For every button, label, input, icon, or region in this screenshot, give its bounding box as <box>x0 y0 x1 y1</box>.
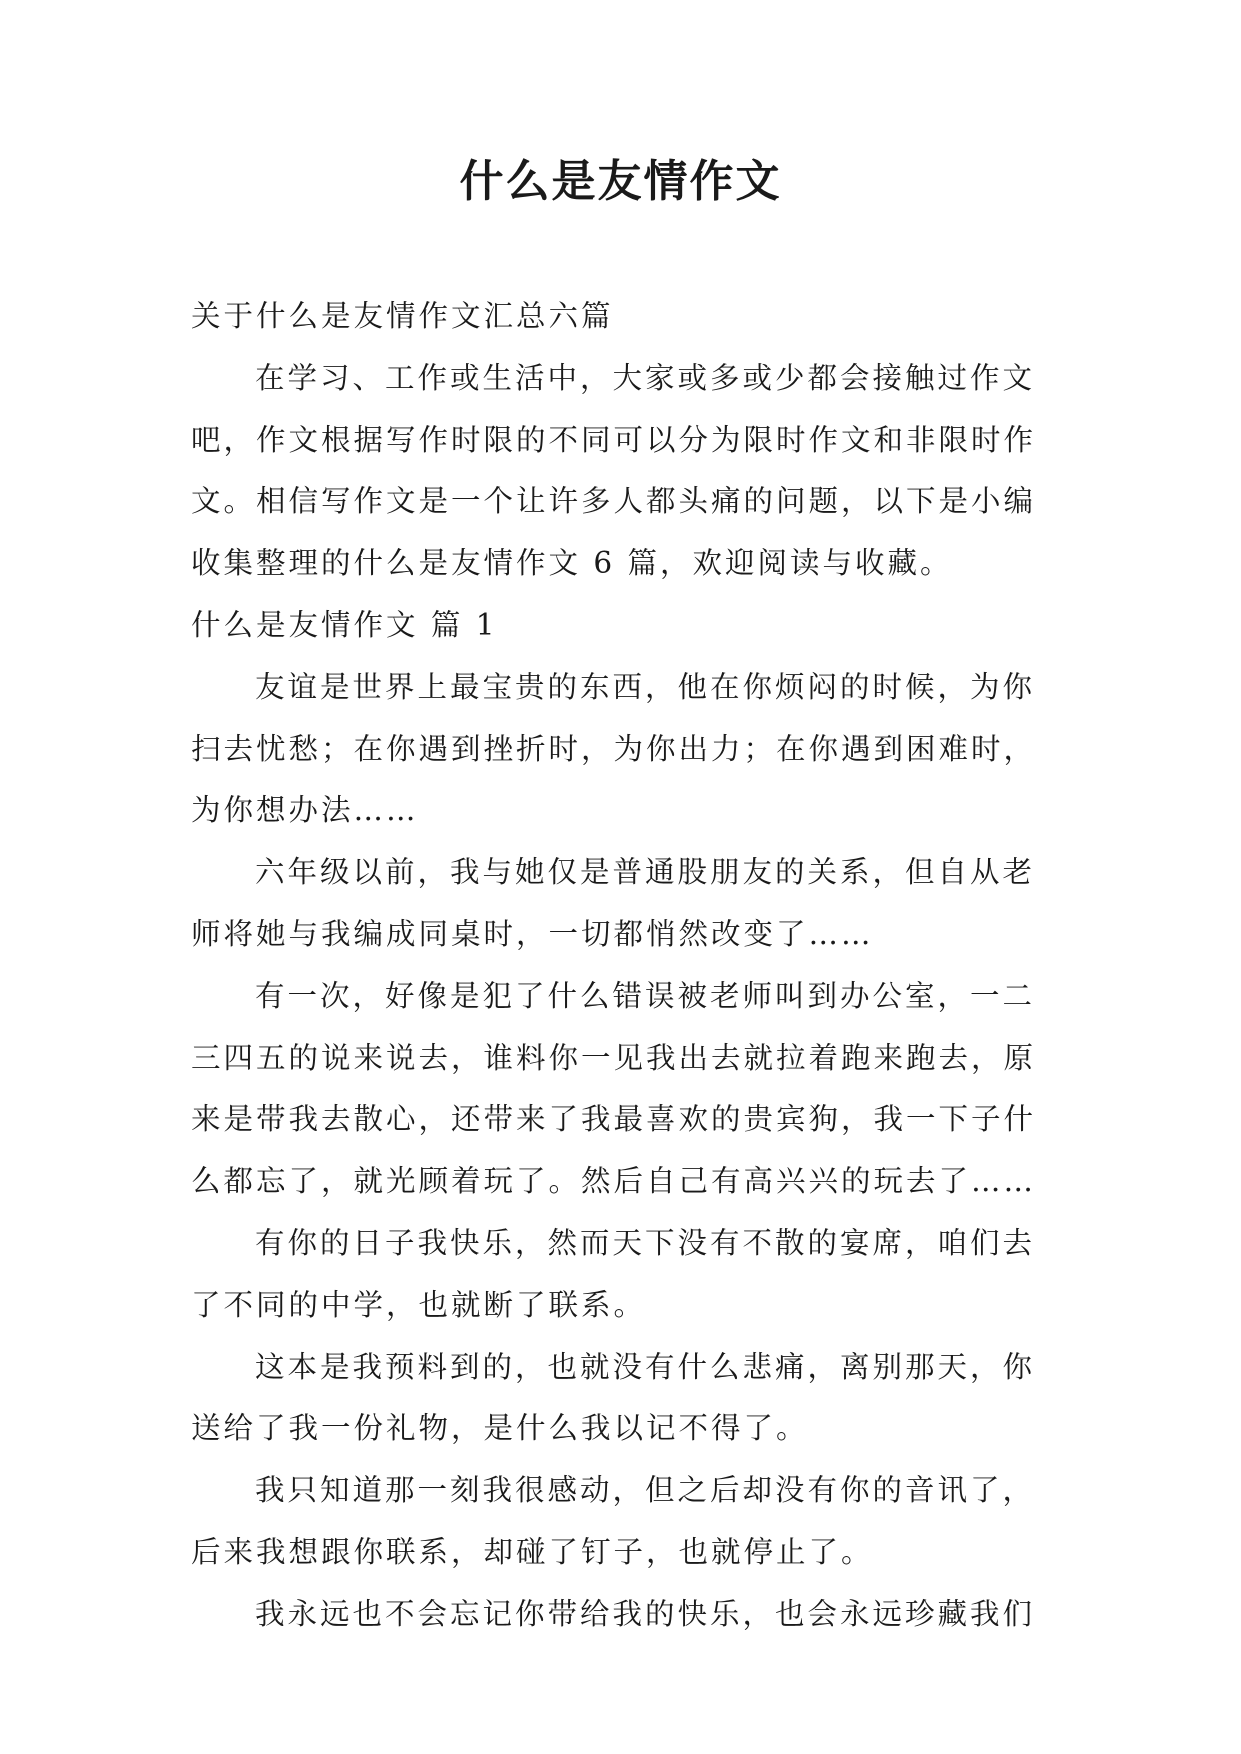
text-line: 六年级以前，我与她仅是普通股朋友的关系，但自从老 <box>255 855 1036 890</box>
text-line: 三四五的说来说去，谁料你一见我出去就拉着跑来跑去，原 <box>191 1040 1037 1075</box>
text-line: 么都忘了，就光顾着玩了。然后自己有高兴兴的玩去了…… <box>191 1164 1037 1199</box>
document-title: 什么是友情作文 <box>459 156 782 207</box>
text-line: 吧，作文根据写作时限的不同可以分为限时作文和非限时作 <box>191 422 1037 457</box>
text-line: 后来我想跟你联系，却碰了钉子，也就停止了。 <box>191 1534 874 1569</box>
document-body <box>191 286 1051 1646</box>
text-line: 文。相信写作文是一个让许多人都头痛的问题，以下是小编 <box>191 484 1037 519</box>
text-line: 有一次，好像是犯了什么错误被老师叫到办公室，一二 <box>255 978 1036 1013</box>
text-line: 友谊是世界上最宝贵的东西，他在你烦闷的时候，为你 <box>255 669 1036 704</box>
text-line: 了不同的中学，也就断了联系。 <box>191 1287 647 1322</box>
text-line: 有你的日子我快乐，然而天下没有不散的宴席，咱们去 <box>255 1225 1036 1260</box>
text-line: 送给了我一份礼物，是什么我以记不得了。 <box>191 1411 809 1446</box>
text-line: 为你想办法…… <box>191 793 419 828</box>
text-line: 收集整理的什么是友情作文 6 篇，欢迎阅读与收藏。 <box>191 546 953 581</box>
text-line: 什么是友情作文 篇 1 <box>191 607 498 642</box>
text-line: 来是带我去散心，还带来了我最喜欢的贵宾狗，我一下子什 <box>191 1102 1037 1137</box>
text-line: 这本是我预料到的，也就没有什么悲痛，离别那天，你 <box>255 1349 1036 1384</box>
text-line: 在学习、工作或生活中，大家或多或少都会接触过作文 <box>255 360 1036 395</box>
text-line: 我只知道那一刻我很感动，但之后却没有你的音讯了， <box>255 1473 1036 1508</box>
text-line: 扫去忧愁；在你遇到挫折时，为你出力；在你遇到困难时， <box>191 731 1037 766</box>
text-line: 我永远也不会忘记你带给我的快乐，也会永远珍藏我们 <box>255 1596 1036 1631</box>
text-line: 关于什么是友情作文汇总六篇 <box>191 299 614 333</box>
text-line: 师将她与我编成同桌时，一切都悄然改变了…… <box>191 916 874 951</box>
